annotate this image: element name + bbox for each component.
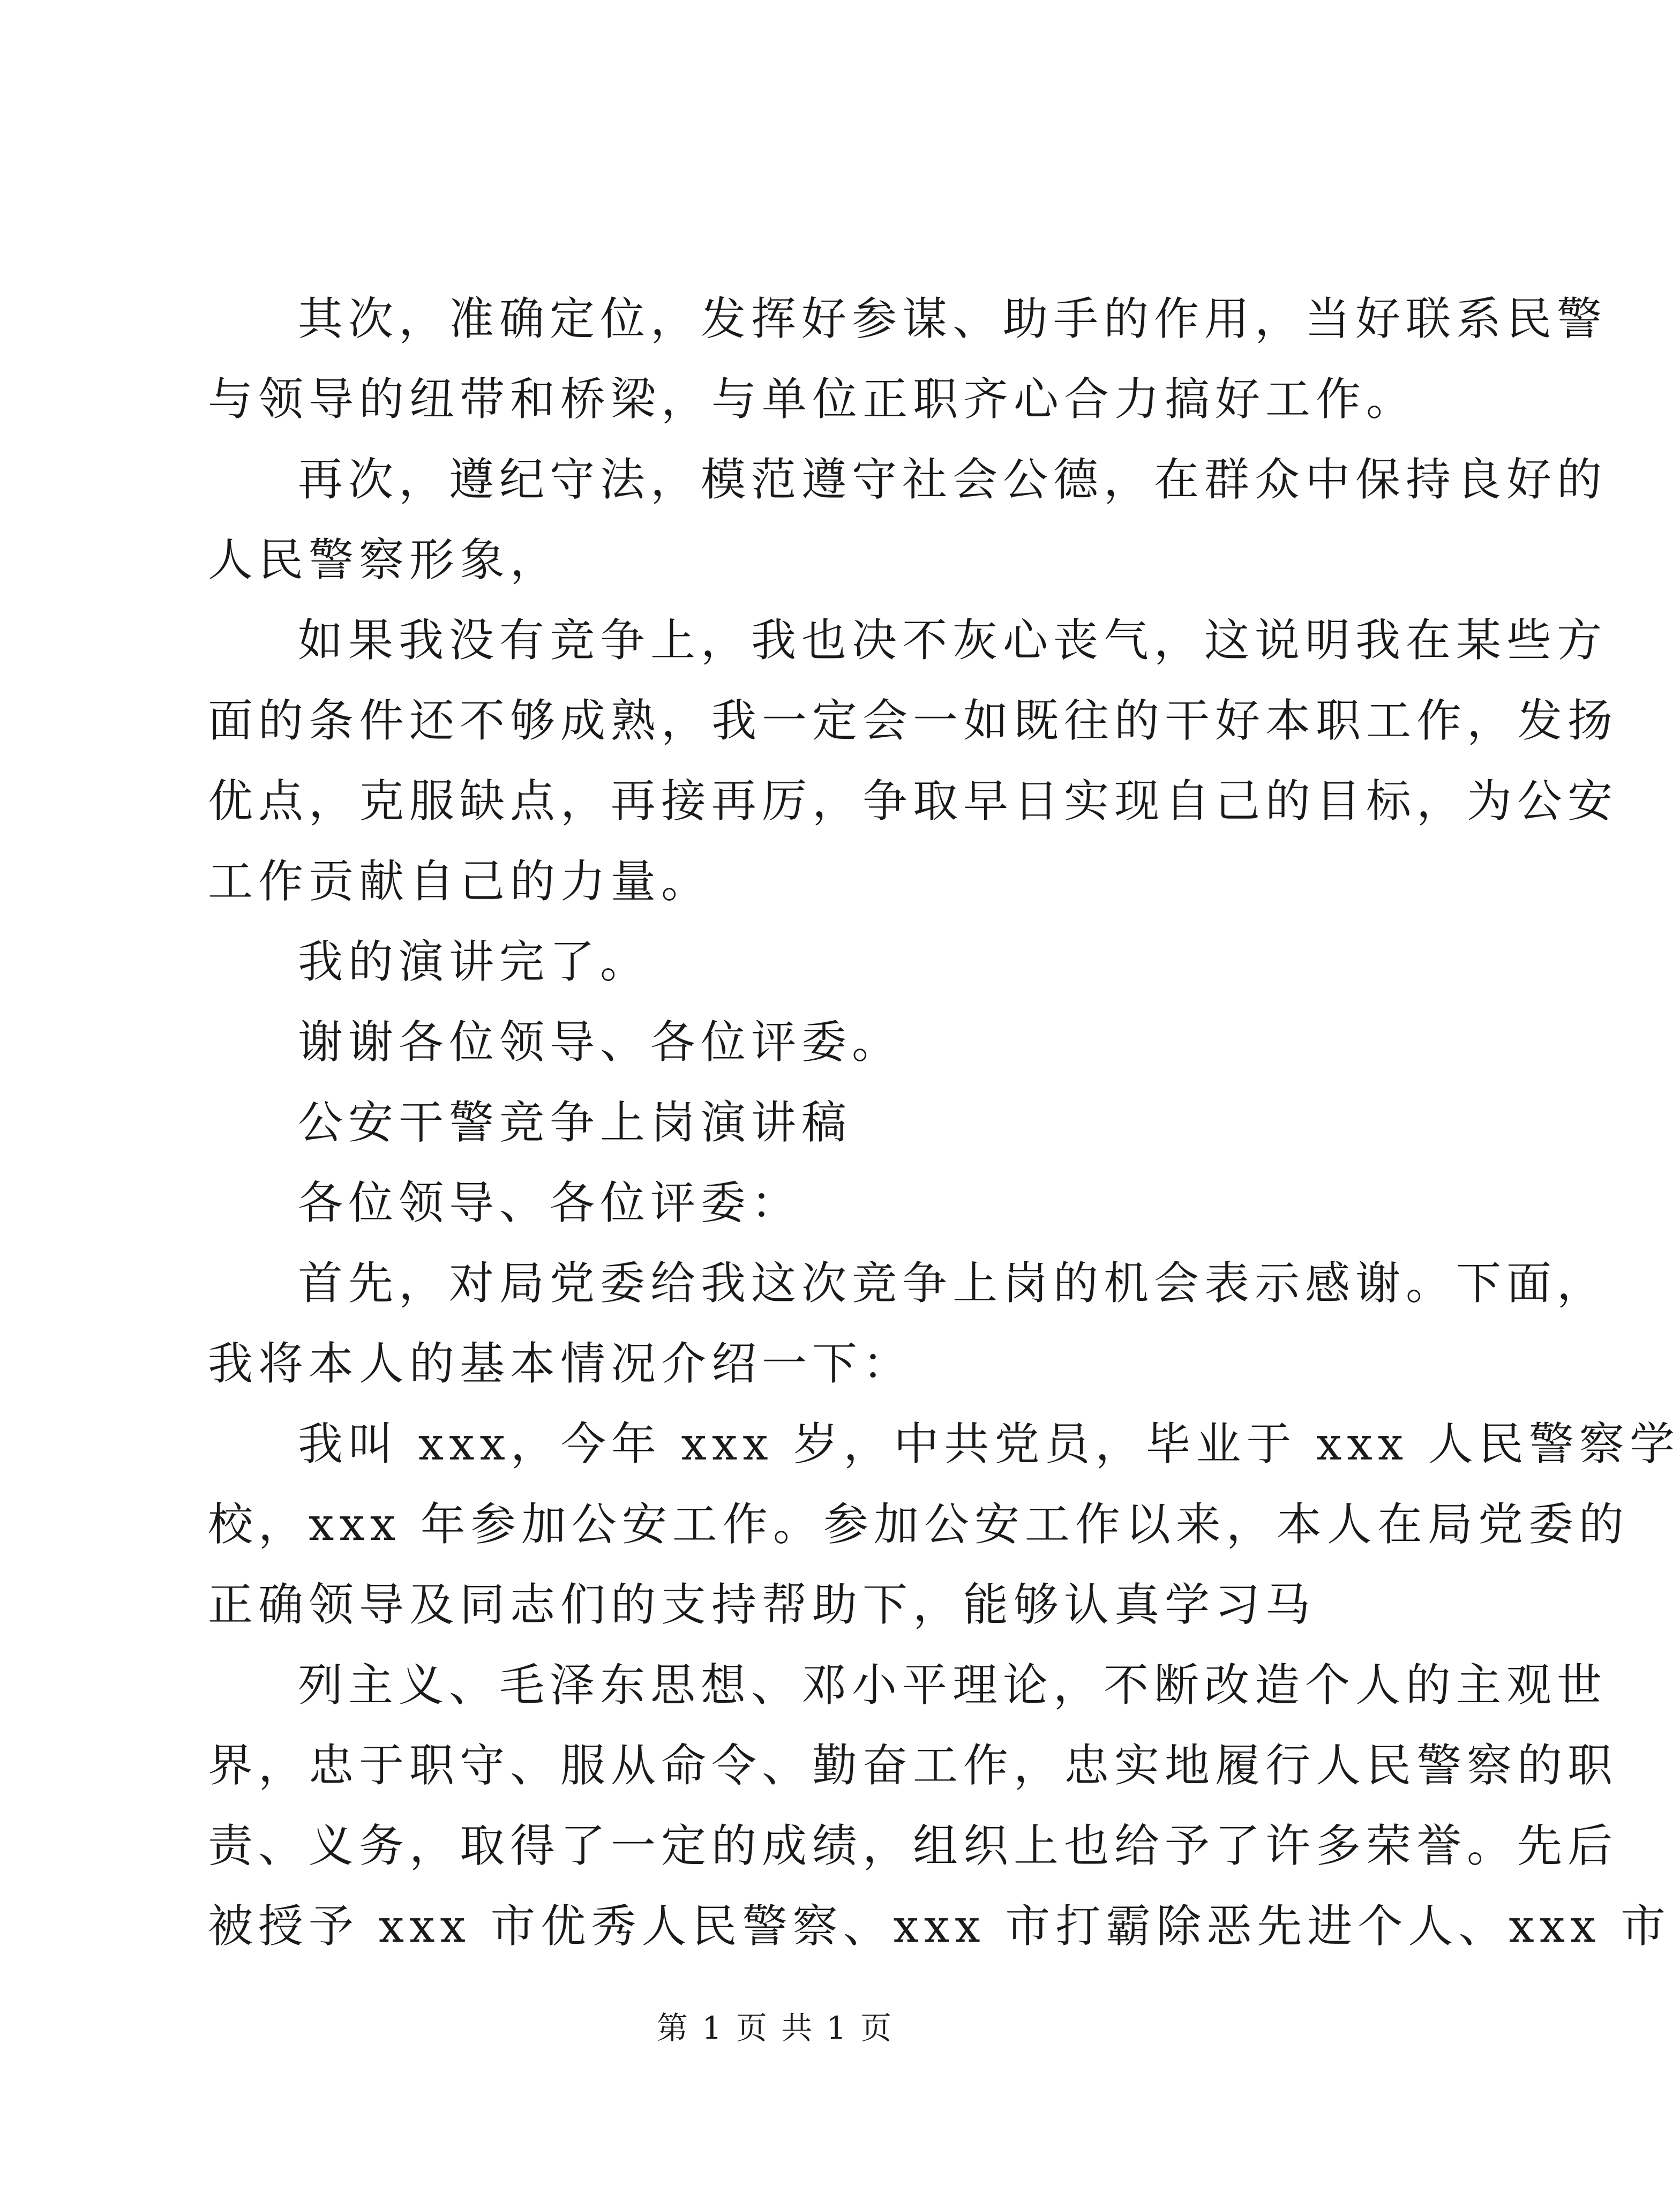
- text-line: 面的条件还不够成熟，我一定会一如既往的干好本职工作，发扬: [208, 694, 1618, 747]
- text-line: 再次，遵纪守法，模范遵守社会公德，在群众中保持良好的: [298, 453, 1608, 506]
- text-line: 首先，对局党委给我这次竞争上岗的机会表示感谢。下面，: [298, 1257, 1608, 1309]
- text-line: 界，忠于职守、服从命令、勤奋工作，忠实地履行人民警察的职: [208, 1739, 1618, 1792]
- text-line: 我叫 xxx，今年 xxx 岁，中共党员，毕业于 xxx 人民警察学: [298, 1418, 1680, 1470]
- text-line: 校，xxx 年参加公安工作。参加公安工作以来，本人在局党委的: [208, 1498, 1629, 1551]
- text-line: 如果我没有竞争上，我也决不灰心丧气，这说明我在某些方: [298, 614, 1608, 667]
- document-body: [208, 279, 1680, 1966]
- text-line: 我将本人的基本情况介绍一下：: [208, 1337, 913, 1390]
- text-line: 其次，准确定位，发挥好参谋、助手的作用，当好联系民警: [298, 293, 1608, 345]
- text-line: 我的演讲完了。: [298, 935, 651, 988]
- text-line: 责、义务，取得了一定的成绩，组织上也给予了许多荣誉。先后: [208, 1820, 1618, 1872]
- section-title: 公安干警竞争上岗演讲稿: [298, 1096, 852, 1149]
- text-line: 被授予 xxx 市优秀人民警察、xxx 市打霸除恶先进个人、xxx 市: [208, 1900, 1671, 1952]
- text-line: 优点，克服缺点，再接再厉，争取早日实现自己的目标，为公安: [208, 775, 1618, 827]
- text-line: 正确领导及同志们的支持帮助下，能够认真学习马: [208, 1578, 1316, 1631]
- text-line: 列主义、毛泽东思想、邓小平理论，不断改造个人的主观世: [298, 1659, 1608, 1711]
- text-line: 谢谢各位领导、各位评委。: [298, 1016, 903, 1068]
- text-line: 与领导的纽带和桥梁，与单位正职齐心合力搞好工作。: [208, 373, 1417, 425]
- salutation: 各位领导、各位评委：: [298, 1177, 802, 1229]
- text-line: 人民警察形象，: [208, 534, 561, 586]
- page-footer: 第 1 页 共 1 页: [657, 2010, 894, 2046]
- text-line: 工作贡献自己的力量。: [208, 855, 712, 908]
